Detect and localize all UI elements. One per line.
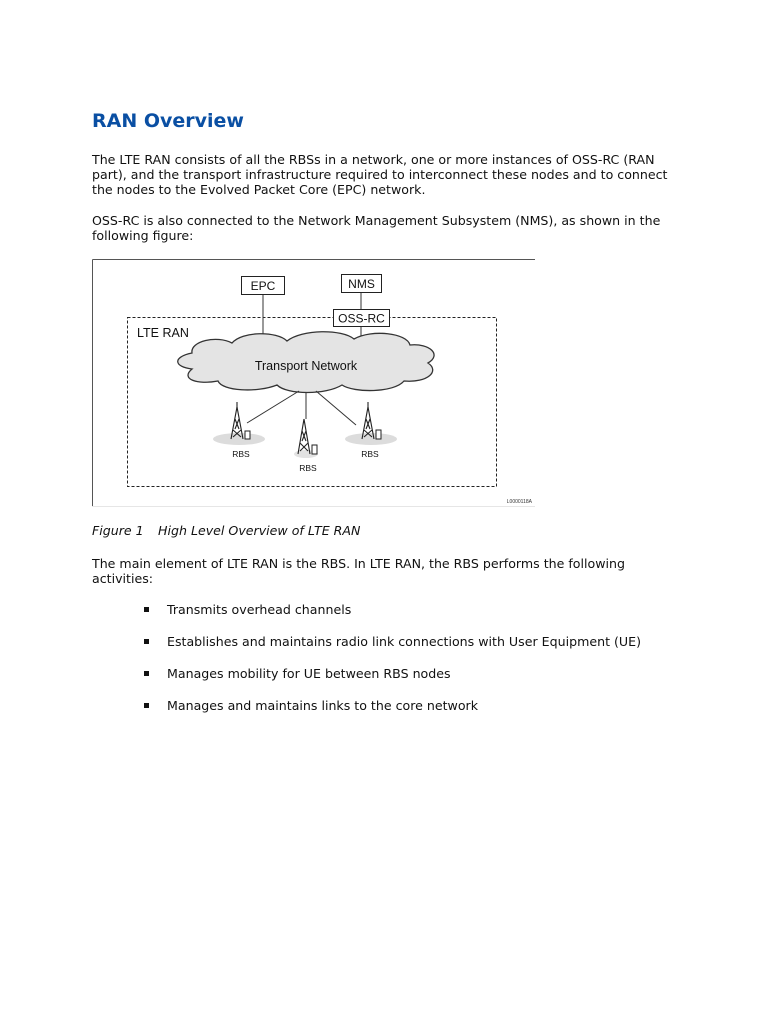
bullet-icon — [144, 671, 149, 676]
list-item-text: Establishes and maintains radio link connections with User Equipment (UE) — [167, 634, 642, 649]
list-item — [92, 602, 712, 634]
oss-rc-label: OSS-RC — [338, 311, 385, 326]
activities-list — [92, 602, 712, 730]
main-element-paragraph: The main element of LTE RAN is the RBS. In LTE RAN, the RBS performs the following activities: — [92, 556, 625, 586]
page-title: RAN Overview — [92, 110, 244, 132]
rbs-left-node — [213, 402, 265, 445]
oss-paragraph: OSS-RC is also connected to the Network Management Subsystem (NMS), as shown in the following figure: — [92, 213, 661, 243]
list-item-text: Manages and maintains links to the core network — [167, 698, 479, 713]
bullet-icon — [144, 703, 149, 708]
figure-caption — [92, 523, 360, 538]
bullet-icon — [144, 639, 149, 644]
list-item — [92, 666, 712, 698]
figure-caption-text: High Level Overview of LTE RAN — [158, 523, 361, 538]
transport-network-label: Transport Network — [254, 359, 358, 373]
lte-ran-figure — [92, 259, 535, 507]
figure-caption-number: Figure 1 — [92, 523, 144, 538]
figure-id-label: L0000118A — [506, 499, 532, 505]
list-item — [92, 634, 712, 666]
bullet-icon — [144, 607, 149, 612]
lte-ran-label: LTE RAN — [137, 326, 189, 340]
rbs-right-node — [345, 402, 397, 445]
list-item-text: Transmits overhead channels — [167, 602, 352, 617]
rbs-center-node — [294, 419, 318, 458]
rbs-left-label: RBS — [232, 449, 250, 459]
list-item-text: Manages mobility for UE between RBS nodes — [167, 666, 451, 681]
rbs-right-link — [316, 391, 356, 425]
rbs-center-label: RBS — [299, 463, 317, 473]
nms-label: NMS — [348, 277, 375, 291]
intro-paragraph: The LTE RAN consists of all the RBSs in a network, one or more instances of OSS-RC (RAN part), and the transport infrastructure required to interconnect these nodes and to connect the nodes to the Evolved Packet Core (EPC) network. — [92, 152, 668, 197]
rbs-right-label: RBS — [361, 449, 379, 459]
rbs-left-link — [247, 391, 299, 423]
list-item — [92, 698, 712, 730]
epc-label: EPC — [250, 279, 276, 293]
